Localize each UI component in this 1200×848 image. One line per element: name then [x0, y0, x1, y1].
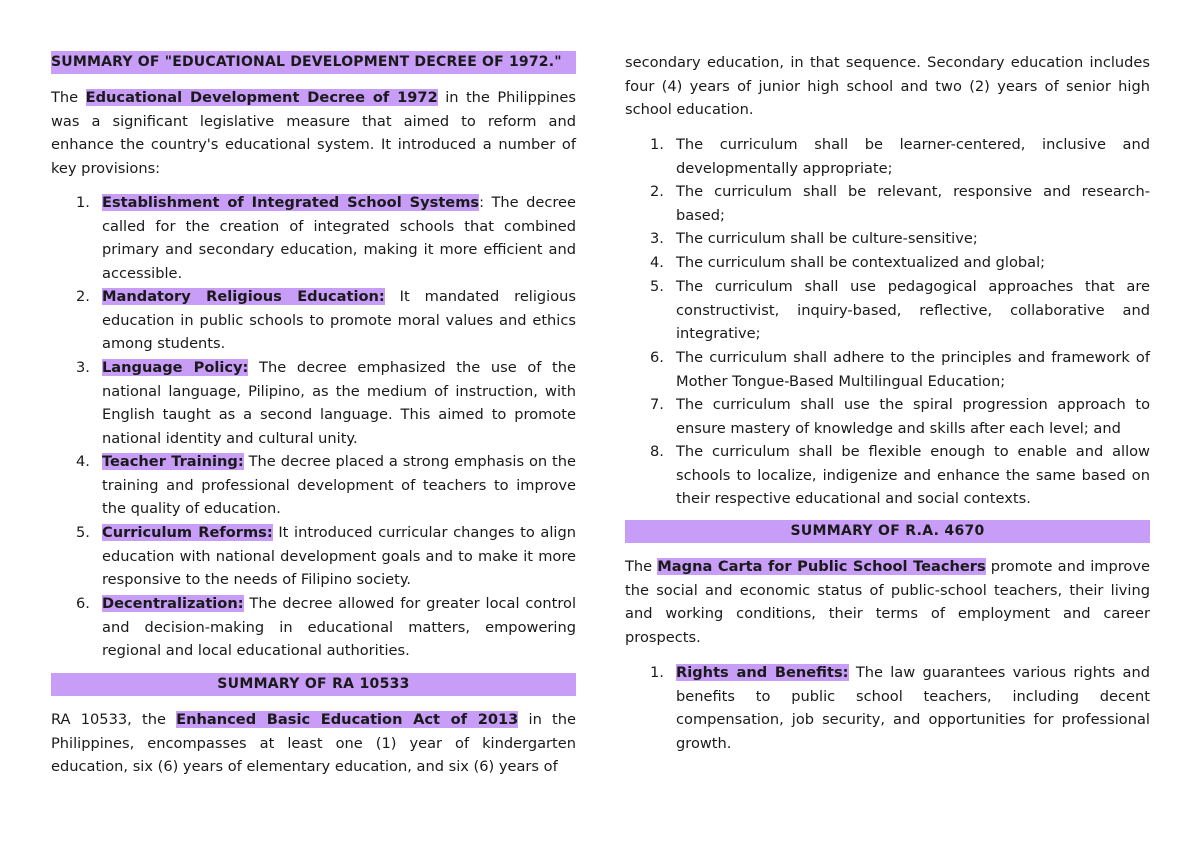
- provision-label: Rights and Benefits:: [676, 664, 849, 681]
- list-item: 6. Decentralization: The decree allowed for greater local control and decision-making in educational matters, empowering regional and local educational authorities.: [76, 595, 576, 660]
- provision-label: Curriculum Reforms:: [102, 524, 273, 541]
- provision-label: Decentralization:: [102, 595, 244, 612]
- provision-label: Language Policy:: [102, 359, 249, 376]
- decree-intro-paragraph: The Educational Development Decree of 1972 in the Philippines was a significant legislative measure that aimed to reform and enhance the country's educational system. It introduced a number of key provisions:: [51, 89, 576, 177]
- ra10533-name-highlight: Enhanced Basic Education Act of 2013: [176, 711, 519, 728]
- ra4670-name-highlight: Magna Carta for Public School Teachers: [657, 558, 986, 575]
- curriculum-principles-list: [625, 133, 1150, 511]
- ra4670-section-header: SUMMARY OF R.A. 4670: [625, 520, 1150, 543]
- list-item: 7. The curriculum shall use the spiral progression approach to ensure mastery of knowledge and skills after each level; and: [650, 396, 1150, 437]
- list-item: 8. The curriculum shall be flexible enough to enable and allow schools to localize, indigenize and enhance the same based on their respective educational and social contexts.: [650, 443, 1150, 508]
- list-item: 1. Rights and Benefits: The law guarantees various rights and benefits to public school teachers, including decent compensation, job security, and opportunities for professional growth.: [650, 664, 1151, 752]
- ra10533-intro-paragraph: RA 10533, the Enhanced Basic Education Act of 2013 in the Philippines, encompasses at least one (1) year of kindergarten education, six (6) years of elementary education, and six (6) years of: [51, 711, 576, 776]
- ra10533-continuation-paragraph: secondary education, in that sequence. Secondary education includes four (4) years of junior high school and two (2) years of senior high school education.: [625, 54, 1150, 119]
- decree-provisions-list: [51, 191, 576, 663]
- provision-label: Mandatory Religious Education:: [102, 288, 385, 305]
- list-item: 1. The curriculum shall be learner-centered, inclusive and developmentally appropriate;: [650, 136, 1150, 177]
- list-item: 3. The curriculum shall be culture-sensitive;: [650, 230, 978, 247]
- list-item: 3. Language Policy: The decree emphasized the use of the national language, Pilipino, as the medium of instruction, with English taught as a second language. This aimed to promote national identity and cultural unity.: [76, 359, 577, 447]
- list-item: 4. The curriculum shall be contextualized and global;: [650, 254, 1046, 271]
- list-item: 2. The curriculum shall be relevant, responsive and research-based;: [650, 183, 1150, 224]
- list-item: 5. Curriculum Reforms: It introduced curricular changes to align education with national development goals and to make it more responsive to the needs of Filipino society.: [76, 524, 576, 589]
- decree-summary-title: SUMMARY OF "EDUCATIONAL DEVELOPMENT DECREE OF 1972.": [51, 51, 576, 74]
- provision-label: Establishment of Integrated School Systems: [102, 194, 480, 211]
- decree-name-highlight: Educational Development Decree of 1972: [85, 89, 438, 106]
- ra10533-section-header: SUMMARY OF RA 10533: [51, 673, 576, 696]
- list-item: 5. The curriculum shall use pedagogical approaches that are constructivist, inquiry-based, reflective, collaborative and integrative;: [650, 278, 1150, 343]
- list-item: 4. Teacher Training: The decree placed a strong emphasis on the training and professional development of teachers to improve the quality of education.: [76, 453, 576, 518]
- list-item: 1. Establishment of Integrated School Systems: The decree called for the creation of integrated schools that combined primary and secondary education, making it more efficient and accessible.: [76, 194, 576, 282]
- ra4670-intro-paragraph: The Magna Carta for Public School Teachers promote and improve the social and economic status of public-school teachers, their living and working conditions, their terms of employment and career prospects.: [625, 558, 1150, 646]
- ra4670-items-list: [625, 661, 1150, 755]
- list-item: 6. The curriculum shall adhere to the principles and framework of Mother Tongue-Based Multilingual Education;: [650, 349, 1150, 390]
- list-item: 2. Mandatory Religious Education: It mandated religious education in public schools to promote moral values and ethics among students.: [76, 288, 577, 353]
- provision-label: Teacher Training:: [102, 453, 244, 470]
